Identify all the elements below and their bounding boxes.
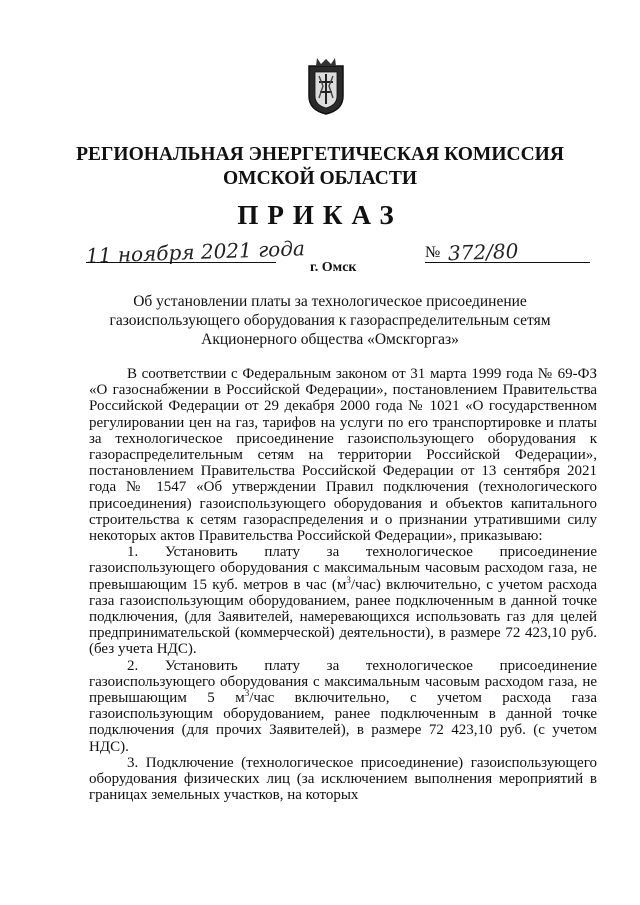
superscript: 3 bbox=[244, 688, 250, 699]
clause-2-paragraph bbox=[89, 658, 597, 755]
handwritten-number: 372/80 bbox=[447, 238, 519, 266]
clause-3-paragraph: 3. Подключение (технологическое присоединение) газоиспользующего оборудования физических лиц (за исключением выполнения мероприятий в границах земельных участков, на которых bbox=[89, 754, 597, 804]
superscript: 3 bbox=[346, 574, 351, 585]
clause-2-text: 2. Установить плату за технологическое присоединение газоиспользующего оборудования с максимальным часовым расходом газа, не превышающим 5 м bbox=[89, 657, 597, 707]
subject-line: Акционерного общества «Омскгоргаз» bbox=[201, 331, 459, 348]
coat-of-arms-emblem bbox=[305, 56, 347, 116]
clause-2-text-cont: /час включительно, с учетом расхода газа газоиспользующим оборудованием, ранее подключенным в данной точке подключения (для прочих Заявителей), в размере 72 423,10 руб. (с учетом НДС). bbox=[89, 690, 598, 755]
order-body bbox=[89, 366, 597, 803]
organization-name: РЕГИОНАЛЬНАЯ ЭНЕРГЕТИЧЕСКАЯ КОМИССИЯ bbox=[76, 144, 564, 165]
organization-region: ОМСКОЙ ОБЛАСТИ bbox=[223, 168, 417, 189]
city-label: г. Омск bbox=[310, 260, 357, 275]
subject-line: Об установлении платы за технологическое присоединение bbox=[133, 293, 527, 310]
number-label: № bbox=[425, 244, 441, 261]
document-type-title: ПРИКАЗ bbox=[237, 200, 403, 230]
number-underline bbox=[425, 262, 590, 263]
preamble-paragraph: В соответствии с Федеральным законом от 31 марта 1999 года № 69-ФЗ «О газоснабжении в Российской Федерации», постановлением Правительства Российской Федерации от 29 декабря 2000 года № 1021 «О государственном регулировании цен на газ, тарифов на услуги по его транспортировке и платы за технологическое присоединение газоиспользующего оборудования к газораспределительным сетям на территории Российской Федерации», постановлением Правительства Российской Федерации от 13 сентября 2021 года № 1547 «Об утверждении Правил подключения (технологического присоединения) газоиспользующего оборудования и объектов капитального строительства к сетям газораспределения и о признании утратившими силу некоторых актов Правительства Российской Федерации», приказываю: bbox=[89, 366, 597, 545]
clause-1-text-cont: /час) включительно, с учетом расхода газа газоиспользующим оборудованием, ранее подключенным в данной точке подключения, (для Заявителей, намеревающихся использовать газ для целей предпринимательской (коммерческой) деятельности), в размере 72 423,10 руб. (без учета НДС). bbox=[89, 576, 597, 658]
clause-1-text: 1. Установить плату за технологическое присоединение газоиспользующего оборудования с максимальным часовым расходом газа, не превышающим 15 куб. метров в час (м bbox=[89, 544, 597, 593]
date-underline bbox=[86, 262, 276, 263]
subject-line: газоиспользующего оборудования к газораспределительным сетям bbox=[109, 312, 551, 329]
order-subject bbox=[90, 292, 570, 349]
clause-1-paragraph bbox=[89, 544, 597, 657]
handwritten-date: 11 ноября 2021 года bbox=[85, 236, 306, 268]
